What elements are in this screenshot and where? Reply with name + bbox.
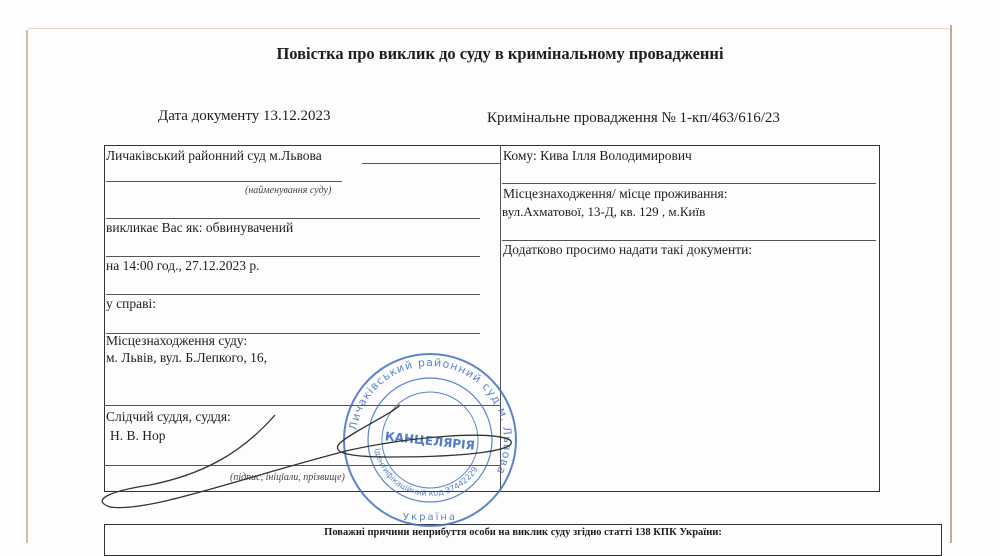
underline	[362, 163, 500, 164]
judge-signature	[90, 395, 520, 515]
judge-label: Слідчий суддя, суддя:	[106, 409, 231, 424]
case-number: Кримінальне провадження № 1-кп/463/616/23	[487, 110, 780, 126]
svg-text:Україна: Україна	[402, 512, 458, 523]
page-edge-top	[28, 28, 950, 29]
row-line	[106, 218, 480, 219]
page-edge-right	[950, 25, 952, 543]
signature-caption: (підпис, ініціали, прізвище)	[230, 472, 345, 483]
recipient: Кому: Кива Ілля Володимирович	[503, 148, 692, 163]
case-label: у справі:	[106, 296, 156, 311]
svg-text:Личаківський районний суд м. Л: Личаківський районний суд м. Львова	[346, 355, 515, 477]
court-name: Личаківський районний суд м.Львова	[106, 148, 322, 163]
svg-text:КАНЦЕЛЯРІЯ: КАНЦЕЛЯРІЯ	[384, 429, 476, 453]
page-edge-left	[26, 30, 28, 543]
court-location-label: Місцезнаходження суду:	[106, 333, 248, 348]
hearing-datetime: на 14:00 год., 27.12.2023 р.	[106, 258, 260, 273]
document-date: Дата документу 13.12.2023	[158, 108, 331, 124]
row-line	[502, 240, 876, 241]
judge-name: Н. В. Нор	[110, 428, 166, 443]
document-title: Повістка про виклик до суду в кримінальному провадженні	[276, 44, 724, 63]
svg-text:Ідентифікаційний код 37442229: Ідентифікаційний код 37442229	[372, 447, 480, 499]
documents-label: Додатково просимо надати такі документи:	[503, 242, 753, 257]
summoned-as: викликає Вас як: обвинувачений	[106, 220, 294, 235]
residence: вул.Ахматової, 13-Д, кв. 129 , м.Київ	[502, 204, 706, 219]
absence-reasons-heading: Поважні причини неприбуття особи на виклик суду згідно статті 138 КПК України:	[324, 527, 722, 538]
row-line	[106, 256, 480, 257]
court-location: м. Львів, вул. Б.Лепкого, 16,	[106, 350, 268, 365]
residence-label: Місцезнаходження/ місце проживання:	[503, 186, 728, 201]
row-line	[106, 294, 480, 295]
court-name-caption: (найменування суду)	[245, 185, 332, 196]
underline	[106, 181, 342, 182]
row-line	[502, 183, 876, 184]
